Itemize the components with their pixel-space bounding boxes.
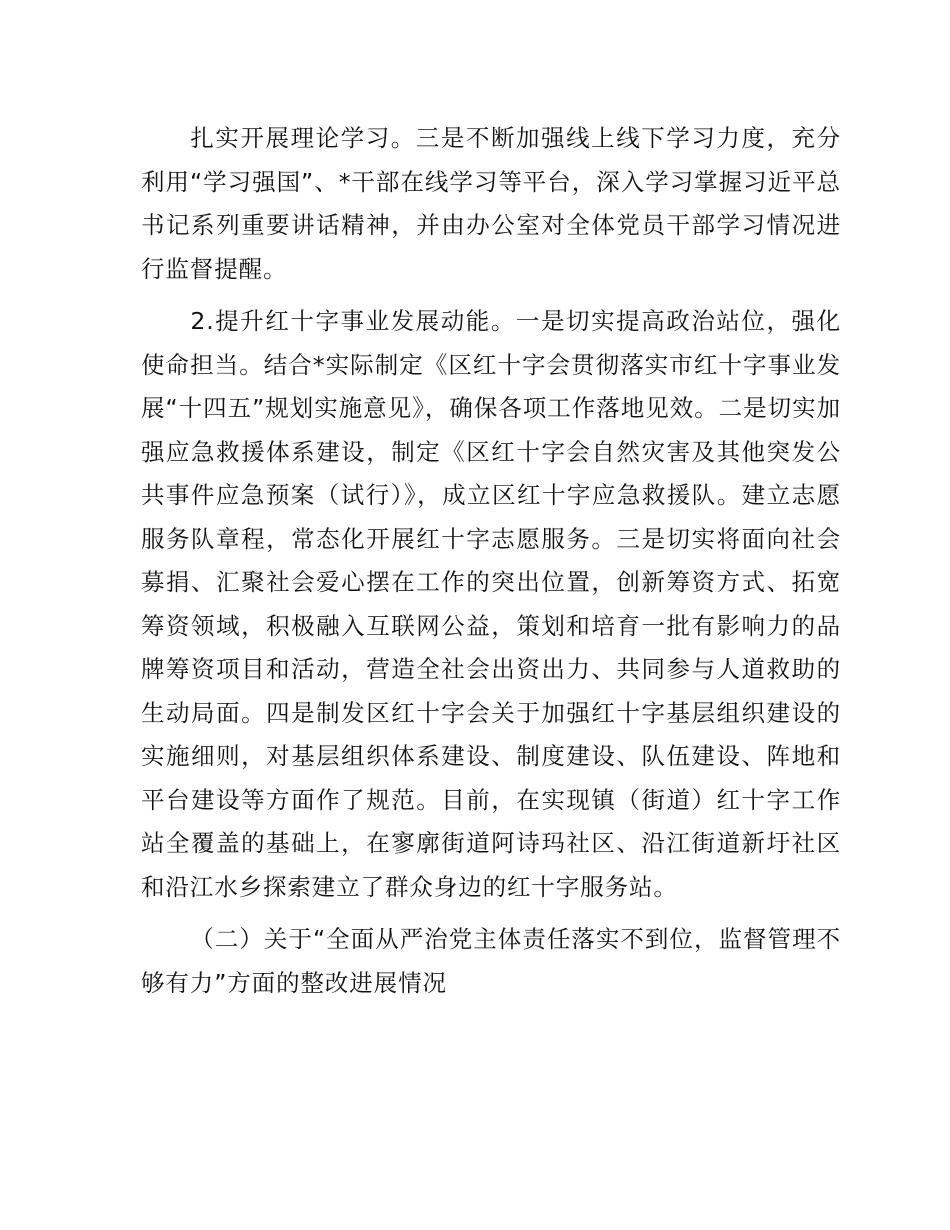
document-body: [141, 117, 841, 1005]
paragraph-red-cross-development: 2.提升红十字事业发展动能。一是切实提高政治站位，强化使命担当。结合*实际制定《区红十字会贯彻落实市红十字事业发展“十四五”规划实施意见》，确保各项工作落地见效。二是切实加强应急救援体系建设，制定《区红十字会自然灾害及其他突发公共事件应急预案（试行）》，成立区红十字应急救援队。建立志愿服务队章程，常态化开展红十字志愿服务。三是切实将面向社会募捐、汇聚社会爱心摆在工作的突出位置，创新筹资方式、拓宽筹资领域，积极融入互联网公益，策划和培育一批有影响力的品牌筹资项目和活动，营造全社会出资出力、共同参与人道救助的生动局面。四是制发区红十字会关于加强红十字基层组织建设的实施细则，对基层组织体系建设、制度建设、队伍建设、阵地和平台建设等方面作了规范。目前，在实现镇（街道）红十字工作站全覆盖的基础上，在寥廓街道阿诗玛社区、沿江街道新圩社区和沿江水乡探索建立了群众身边的红十字服务站。: [141, 307, 841, 901]
section-heading-party-governance: （二）关于“全面从严治党主体责任落实不到位，监督管理不够有力”方面的整改进展情况: [141, 925, 841, 997]
paragraph-theory-study: 扎实开展理论学习。三是不断加强线上线下学习力度，充分利用“学习强国”、*干部在线学习等平台，深入学习掌握习近平总书记系列重要讲话精神，并由办公室对全体党员干部学习情况进行监督提醒。: [141, 124, 841, 283]
